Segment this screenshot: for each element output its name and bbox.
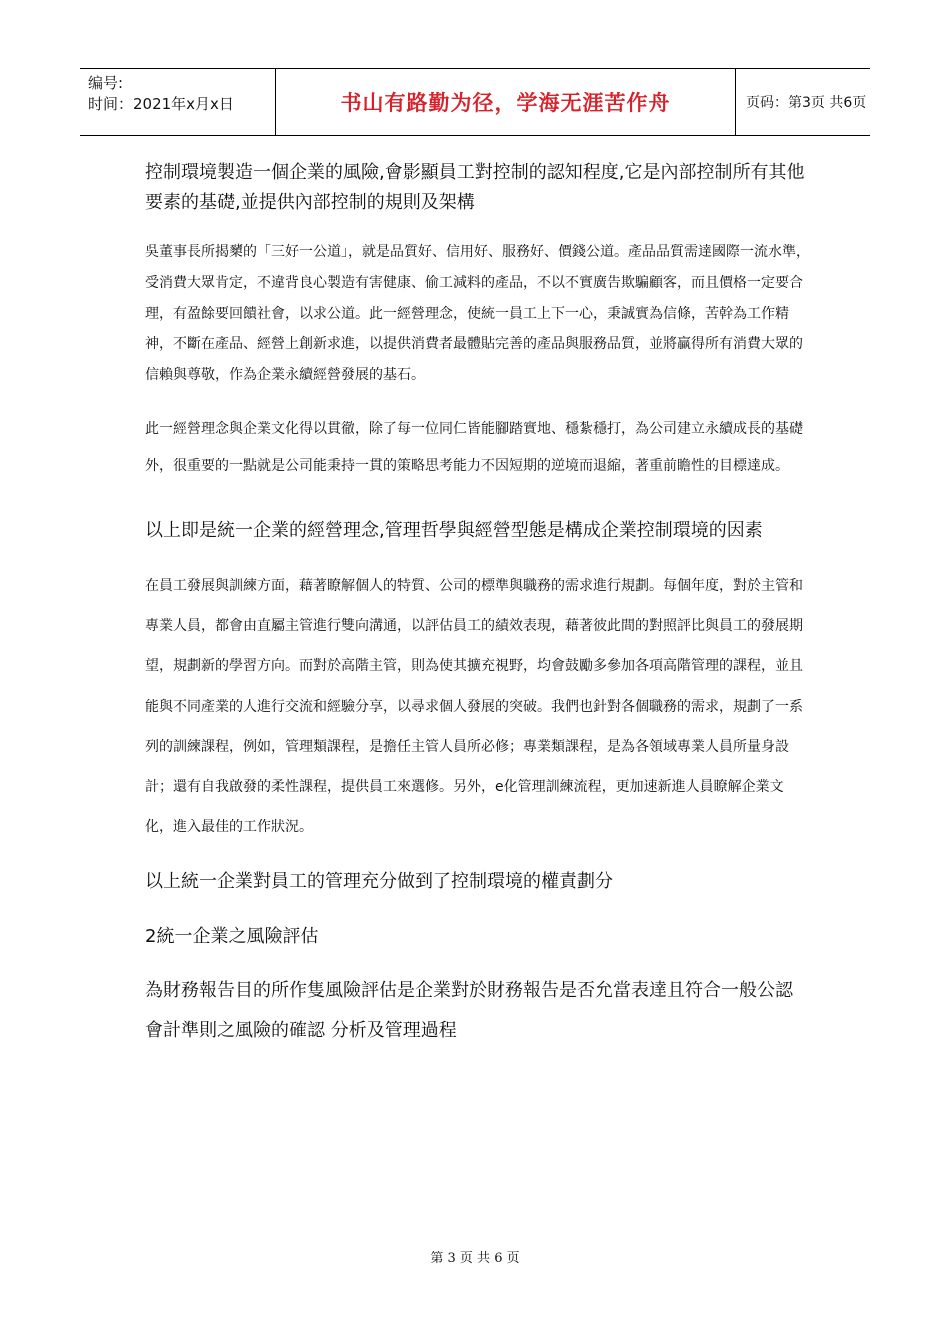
paragraph: 此一經營理念與企業文化得以貫徹，除了每一位同仁皆能腳踏實地、穩紮穩打，為公司建立永續成長的基礎外，很重要的一點就是公司能秉持一貫的策略思考能力不因短期的逆境而退縮，著重前瞻性的目標達成。 <box>145 420 803 475</box>
page-header <box>80 68 870 136</box>
header-motto: 书山有路勤为径，学海无涯苦作舟 <box>340 90 671 115</box>
paragraph: 在員工發展與訓練方面，藉著瞭解個人的特質、公司的標準與職務的需求進行規劃。每個年度，對於主管和專業人員，都會由直屬主管進行雙向溝通，以評估員工的績效表現，藉著彼此間的對照評比與員工的發展期望，規劃新的學習方向。而對於高階主管，則為使其擴充視野，均會鼓勵多參加各項高階管理的課程，並且能與不同產業的人進行交流和經驗分享，以尋求個人發展的突破。我們也針對各個職務的需求，規劃了一系列的訓練課程，例如，管理類課程，是擔任主管人員所必修；專業類課程，是為各領域專業人員所量身設計；還有自我啟發的柔性課程，提供員工來選修。另外，e化管理訓練流程，更加速新進人員瞭解企業文化，進入最佳的工作狀況。 <box>145 577 803 836</box>
document-body <box>145 158 810 1051</box>
header-meta <box>80 69 276 135</box>
section-heading: 以上統一企業對員工的管理充分做到了控制環境的權責劃分 <box>145 871 613 893</box>
section-heading: 2統一企業之風險評估 <box>145 926 319 948</box>
doc-number: 编号: <box>88 74 124 92</box>
section-heading: 為財務報告目的所作隻風險評估是企業對於財務報告是否允當表達且符合一般公認會計準則之風險的確認 分析及管理過程 <box>145 980 793 1042</box>
doc-date: 时间：2021年x月x日 <box>88 95 234 113</box>
page-footer: 第 3 页 共 6 页 <box>430 1251 520 1266</box>
paragraph: 吳董事長所揭櫫的「三好一公道」，就是品質好、信用好、服務好、價錢公道。產品品質需達國際一流水準，受消費大眾肯定，不違背良心製造有害健康、偷工減料的產品，不以不實廣告欺騙顧客，而且價格一定要合理，有盈餘要回饋社會，以求公道。此一經營理念，使統一員工上下一心，秉誠實為信條，苦幹為工作精神，不斷在產品、經營上創新求進，以提供消費者最體貼完善的產品與服務品質，並將贏得所有消費大眾的信賴與尊敬，作為企業永續經營發展的基石。 <box>145 244 810 384</box>
header-motto-cell <box>276 69 736 135</box>
header-page-info: 页码：第3页 共6页 <box>746 95 867 111</box>
section-heading: 以上即是統一企業的經營理念,管理哲學與經營型態是構成企業控制環境的因素 <box>145 519 763 541</box>
section-heading: 控制環境製造一個企業的風險,會影顯員工對控制的認知程度,它是內部控制所有其他要素的基礎,並提供內部控制的規則及架構 <box>145 162 805 213</box>
